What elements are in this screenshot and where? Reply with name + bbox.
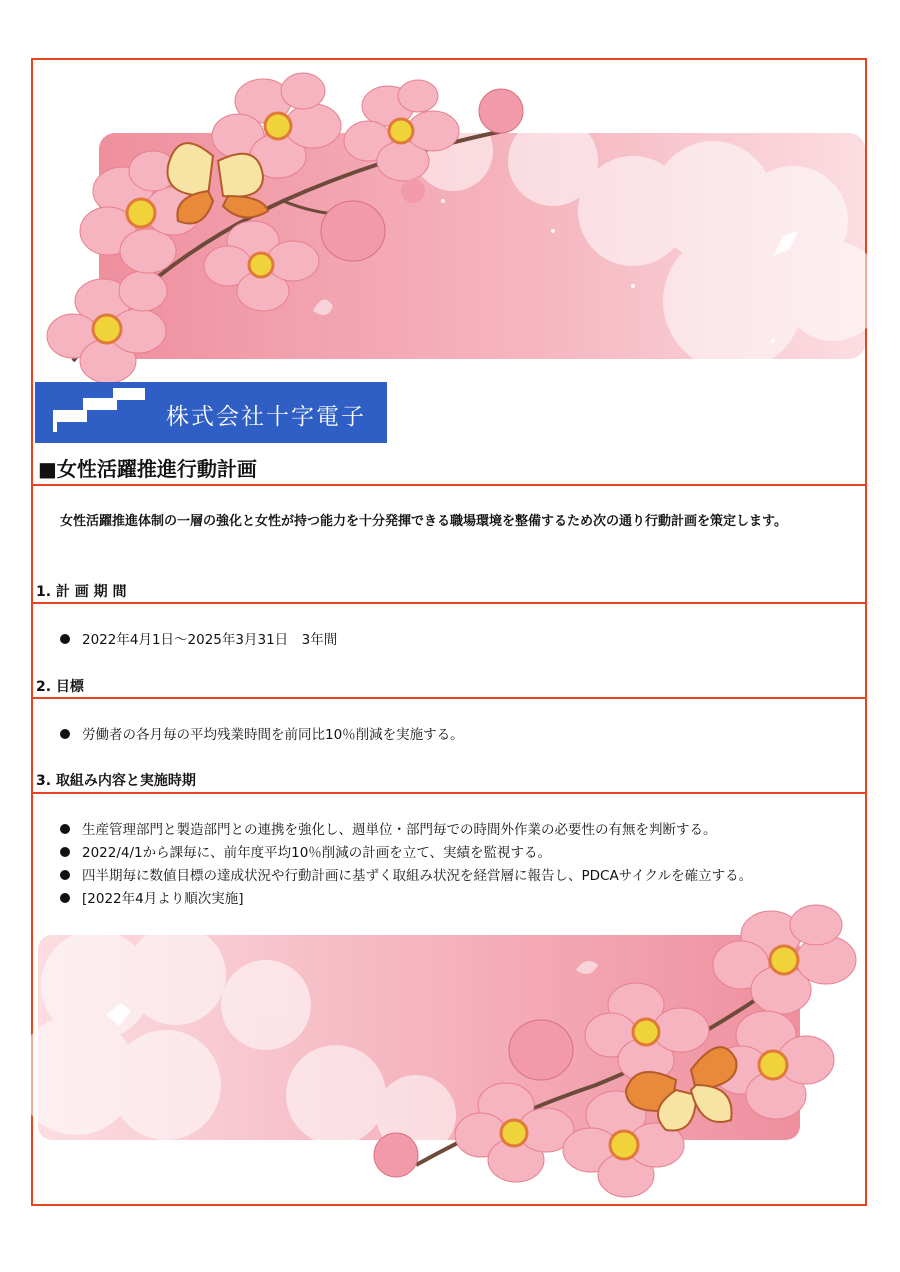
divider [31,484,867,486]
section-heading-period: 1. 計 画 期 間 [36,584,127,600]
bullet-icon [60,870,70,880]
bullet-icon [60,729,70,739]
bullet-icon [60,634,70,644]
list-item: [2022年4月より順次実施] [60,887,243,907]
list-item: 四半期毎に数値目標の達成状況や行動計画に基ずく取組み状況を経営層に報告し、PDCAサイクルを確立する。 [60,864,752,884]
page-title: ■女性活躍推進行動計画 [38,457,257,481]
divider [31,602,867,604]
divider [31,697,867,699]
bottom-blossom-banner [36,905,866,1203]
intro-text: 女性活躍推進体制の一層の強化と女性が持つ能力を十分発揮できる職場環境を整備するため次の通り行動計画を策定します。 [60,514,787,529]
bullet-icon [60,893,70,903]
bullet-icon [60,847,70,857]
list-item: 2022/4/1から課毎に、前年度平均10％削減の計画を立て、実績を監視する。 [60,841,551,861]
list-item: 生産管理部門と製造部門との連携を強化し、週単位・部門毎での時間外作業の必要性の有無を判断する。 [60,818,717,838]
list-item: 2022年4月1日～2025年3月31日 3年間 [60,628,337,648]
bullet-icon [60,824,70,834]
company-logo-icon [35,382,145,443]
divider [31,792,867,794]
top-blossom-banner [33,61,865,381]
company-name: 株式会社十字電子 [166,404,366,430]
section-heading-goal: 2. 目標 [36,679,84,695]
section-heading-initiatives: 3. 取組み内容と実施時期 [36,773,196,789]
list-item: 労働者の各月毎の平均残業時間を前同比10％削減を実施する。 [60,723,464,743]
